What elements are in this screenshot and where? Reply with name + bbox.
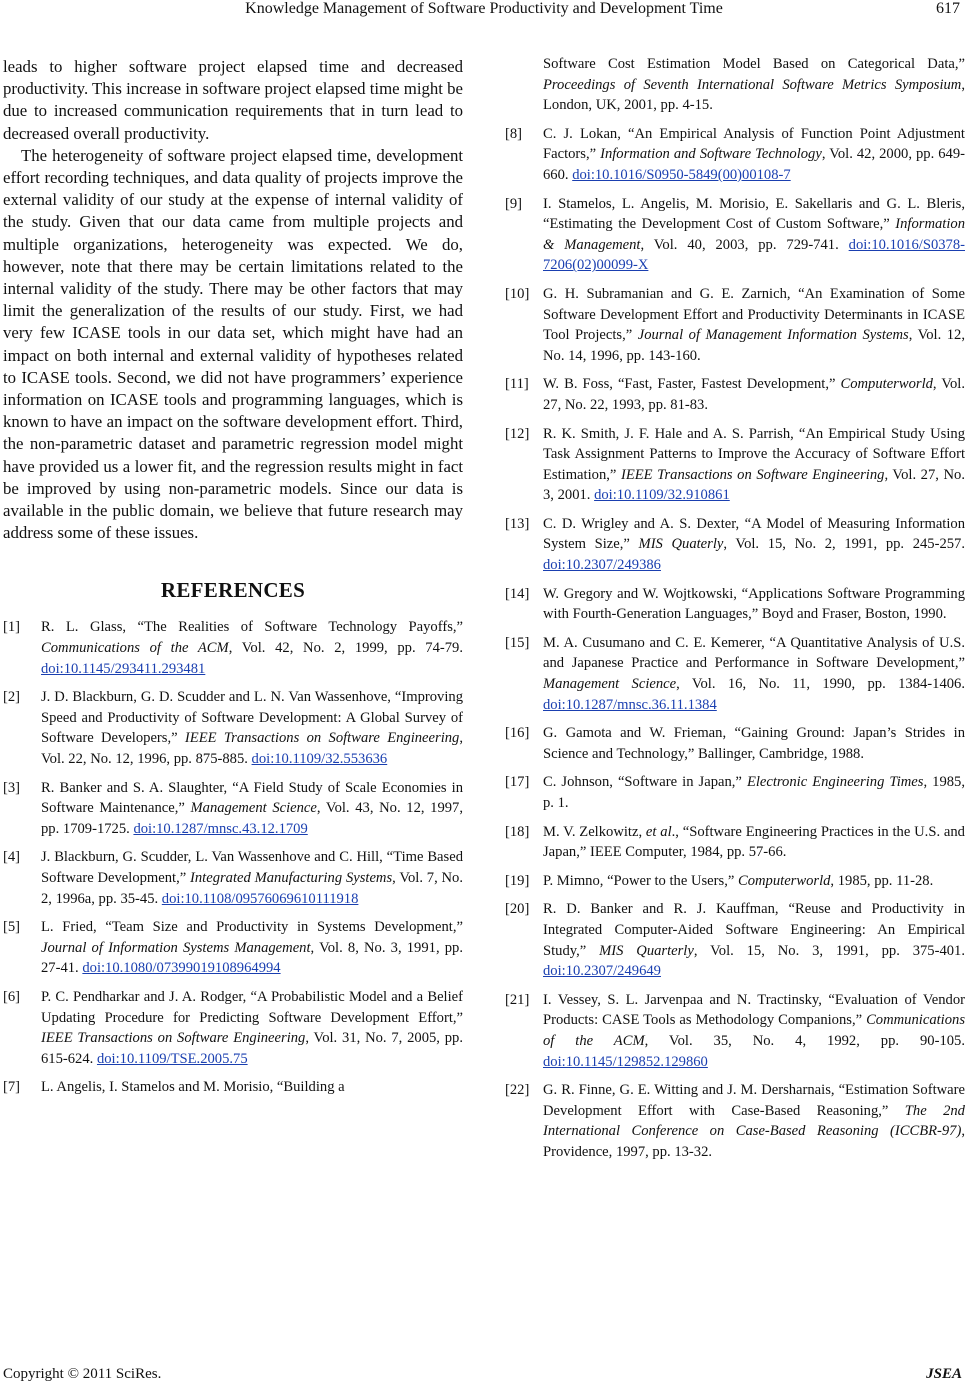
reference-number: [6] <box>3 988 21 1005</box>
reference-venue: Computerworld <box>737 872 831 889</box>
doi-link[interactable]: doi:10.1016/S0950-5849(00)00108-7 <box>572 166 791 183</box>
reference-text: I. Vessey, S. L. Jarvenpaa and N. Tractinsky, “Evaluation of Vendor Products: CASE Tools as Methodology Companions,” Communications of the ACM, Vol. 35, No. 4, 1992, pp. 90-105. doi:10.1145/129852.129860 <box>543 991 965 1070</box>
copyright-notice: Copyright © 2011 SciRes. <box>3 1366 162 1382</box>
reference-text: W. B. Foss, “Fast, Faster, Fastest Development,” Computerworld, Vol. 27, No. 22, 1993, pp. 81-83. <box>543 376 965 413</box>
reference-text: R. Banker and S. A. Slaughter, “A Field Study of Scale Economies in Software Maintenance,” Management Science, Vol. 43, No. 12, 1997, pp. 1709-1725. doi:10.1287/mnsc.43.12.1709 <box>41 779 463 837</box>
doi-link[interactable]: doi:10.2307/249649 <box>543 963 661 980</box>
reference-item <box>505 514 965 576</box>
reference-item <box>505 871 965 892</box>
journal-abbreviation: JSEA <box>926 1366 962 1382</box>
reference-venue: MIS Quarterly <box>599 942 694 959</box>
reference-number: [12] <box>505 425 530 442</box>
reference-item <box>505 1080 965 1162</box>
body-paragraph: leads to higher software project elapsed time and decreased productivity. This increase in software project elapsed time might be due to increased communication requirements that in turn lead to decreased overall productivity. <box>3 57 463 143</box>
reference-item <box>505 822 965 863</box>
reference-number: [20] <box>505 901 530 918</box>
reference-number: [14] <box>505 585 530 602</box>
reference-text: P. Mimno, “Power to the Users,” Computerworld, 1985, pp. 11-28. <box>543 872 934 889</box>
reference-venue: Computerworld <box>840 376 933 393</box>
reference-text: L. Angelis, I. Stamelos and M. Morisio, “Building a <box>41 1079 345 1096</box>
reference-number: [13] <box>505 515 530 532</box>
reference-number: [2] <box>3 689 21 706</box>
reference-item <box>505 723 965 764</box>
doi-link[interactable]: doi:10.1016/S0378-7206(02)00099-X <box>543 236 965 274</box>
reference-number: [21] <box>505 991 530 1008</box>
reference-venue: Communications of the ACM <box>543 1012 965 1049</box>
reference-item <box>505 772 965 813</box>
reference-number: [9] <box>505 195 523 212</box>
reference-text: R. K. Smith, J. F. Hale and A. S. Parrish, “An Empirical Study Using Task Assignment Patterns to Improve the Accuracy of Software Effort Estimation,” IEEE Transactions on Software Engineering, Vol. 27, No. 3, 2001. doi:10.1109/32.910861 <box>543 425 966 504</box>
reference-text: R. L. Glass, “The Realities of Software Technology Payoffs,” Communications of the ACM, Vol. 42, No. 2, 1999, pp. 74-79. doi:10.1145/293411.293481 <box>41 619 463 677</box>
reference-number: [8] <box>505 125 523 142</box>
reference-text: G. H. Subramanian and G. E. Zarnich, “An Examination of Some Software Development Effort and Productivity Determinants in ICASE Tool Projects,” Journal of Management Information Systems, Vol. 12, No. 14, 1996, pp. 143-160. <box>543 285 966 364</box>
reference-venue: IEEE Transactions on Software Engineering <box>620 466 885 483</box>
reference-venue: Management Science <box>190 800 317 817</box>
reference-number: [3] <box>3 779 21 796</box>
reference-number: [5] <box>3 919 21 936</box>
references-list-right <box>505 124 965 1163</box>
reference-text: C. D. Wrigley and A. S. Dexter, “A Model of Measuring Information System Size,” MIS Quaterly, Vol. 15, No. 2, 1991, pp. 245-257. doi:10.2307/249386 <box>543 515 965 574</box>
reference-number: [19] <box>505 872 530 889</box>
reference-text: J. Blackburn, G. Scudder, L. Van Wassenhove and C. Hill, “Time Based Software Development,” Integrated Manufacturing Systems, Vol. 7, No. 2, 1996a, pp. 35-45. doi:10.1108/09576069610111918 <box>41 849 463 907</box>
doi-link[interactable]: doi:10.1145/129852.129860 <box>543 1053 708 1070</box>
doi-link[interactable]: doi:10.1109/32.910861 <box>594 487 730 504</box>
reference-text: M. A. Cusumano and C. E. Kemerer, “A Quantitative Analysis of U.S. and Japanese Practice and Performance in Software Development,” Management Science, Vol. 16, No. 11, 1990, pp. 1384-1406. doi:10.1287/mnsc.36.11.1384 <box>543 634 965 713</box>
body-paragraph: The heterogeneity of software project elapsed time, development effort recording techniques, and data quality of projects improve the external validity of our study at the expense of internal validity of the study. Given that our data came from multiple projects and multiple organizations, heterogeneity was expected. We do, however, note that there may be certain limitations related to the internal validity of the study. There may be other factors that may limit the generalization of the results of our study. First, we had very few ICASE tools in our data set, which might have had an impact on both internal and external validity of hypotheses related to ICASE tools. Second, we did not have programmers’ experience information on ICASE tools and programming languages, which is known to have an impact on the software development effort. Third, the non-parametric dataset and parametric regression model might have provided us a lower fit, and the regression results might in fact be improved by using non-parametric models. Since our data is available in the public domain, we believe that future research may address some of these issues. <box>3 145 463 543</box>
reference-item <box>505 424 965 506</box>
reference-item <box>3 917 463 979</box>
reference-text: P. C. Pendharkar and J. A. Rodger, “A Probabilistic Model and a Belief Updating Procedure for Predicting Software Development Effort,” IEEE Transactions on Software Engineering, Vol. 31, No. 7, 2005, pp. 615-624. doi:10.1109/TSE.2005.75 <box>41 988 464 1067</box>
reference-item <box>3 987 463 1069</box>
reference-text: C. J. Lokan, “An Empirical Analysis of Function Point Adjustment Factors,” Information and Software Technology, Vol. 42, 2000, pp. 649-660. doi:10.1016/S0950-5849(00)00108-7 <box>543 125 965 183</box>
reference-number: [4] <box>3 849 21 866</box>
reference-venue: Information and Software Technology <box>600 146 822 163</box>
reference-venue: The 2nd International Conference on Case-Based Reasoning (ICCBR-97) <box>543 1102 965 1140</box>
reference-number: [22] <box>505 1082 530 1099</box>
reference-continuation: Software Cost Estimation Model Based on Categorical Data,” Proceedings of Seventh International Software Metrics Symposium, London, UK, 2001, pp. 4-15. <box>543 56 965 114</box>
references-heading: REFERENCES <box>160 578 306 603</box>
reference-venue: Management Science <box>543 676 677 693</box>
doi-link[interactable]: doi:10.1109/32.553636 <box>251 751 388 768</box>
reference-text: C. Johnson, “Software in Japan,” Electronic Engineering Times, 1985, p. 1. <box>543 774 965 811</box>
doi-link[interactable]: doi:10.1109/TSE.2005.75 <box>96 1050 248 1067</box>
reference-venue: Proceedings of Seventh International Software Metrics Symposium <box>543 76 962 93</box>
reference-text: L. Fried, “Team Size and Productivity in Systems Development,” Journal of Information Systems Management, Vol. 8, No. 3, 1991, pp. 27-41. doi:10.1080/07399019108964994 <box>41 919 464 977</box>
reference-item <box>505 633 965 715</box>
reference-venue: et al <box>645 823 672 840</box>
reference-item <box>505 124 965 186</box>
doi-link[interactable]: doi:10.1287/mnsc.36.11.1384 <box>543 696 717 713</box>
reference-item <box>3 778 463 840</box>
reference-venue: Integrated Manufacturing Systems <box>190 870 393 886</box>
right-column <box>505 54 965 1171</box>
reference-text: J. D. Blackburn, G. D. Scudder and L. N. Van Wassenhove, “Improving Speed and Productivity of Software Development: A Global Survey of Software Developers,” IEEE Transactions on Software Engineering, Vol. 22, No. 12, 1996, pp. 875-885. doi:10.1109/32.553636 <box>41 689 463 768</box>
reference-venue: Journal of Management Information Systems <box>637 327 909 344</box>
reference-text: W. Gregory and W. Wojtkowski, “Applications Software Programming with Fourth-Generation Languages,” Boyd and Fraser, Boston, 1990. <box>543 585 965 623</box>
reference-item <box>3 847 463 909</box>
doi-link[interactable]: doi:10.1287/mnsc.43.12.1709 <box>133 820 308 837</box>
reference-number: [18] <box>505 823 530 840</box>
reference-item <box>3 687 463 769</box>
reference-item <box>3 1077 463 1098</box>
reference-item <box>505 584 965 625</box>
page-footer <box>0 1366 968 1386</box>
reference-text: R. D. Banker and R. J. Kauffman, “Reuse and Productivity in Integrated Computer-Aided Software Engineering: An Empirical Study,” MIS Quarterly, Vol. 15, No. 3, 1991, pp. 375-401. doi:10.2307/249649 <box>543 901 965 980</box>
reference-item <box>3 617 463 679</box>
reference-venue: Journal of Information Systems Management <box>41 939 311 956</box>
reference-number: [17] <box>505 774 530 791</box>
reference-item <box>505 284 965 366</box>
reference-item <box>505 374 965 415</box>
doi-link[interactable]: doi:10.1145/293411.293481 <box>41 660 206 677</box>
reference-number: [15] <box>505 634 530 651</box>
reference-number: [16] <box>505 725 530 742</box>
reference-venue: Information & Management <box>543 216 965 253</box>
reference-venue: Communications of the ACM <box>41 640 229 657</box>
doi-link[interactable]: doi:10.1080/07399019108964994 <box>82 960 281 977</box>
doi-link[interactable]: doi:10.2307/249386 <box>543 557 661 574</box>
reference-item <box>505 194 965 276</box>
reference-venue: Electronic Engineering Times <box>746 774 924 791</box>
page-number: 617 <box>936 0 960 17</box>
reference-text: G. R. Finne, G. E. Witting and J. M. Dersharnais, “Estimation Software Development Effort with Case-Based Reasoning,” The 2nd International Conference on Case-Based Reasoning (ICCBR-97), Providence, 1997, pp. 13-32. <box>543 1082 965 1160</box>
reference-number: [7] <box>3 1079 21 1096</box>
reference-item <box>505 990 965 1072</box>
reference-item <box>505 899 965 981</box>
running-header <box>0 0 968 22</box>
reference-text: I. Stamelos, L. Angelis, M. Morisio, E. Sakellaris and G. L. Bleris, “Estimating the Development Cost of Custom Software,” Information & Management, Vol. 40, 2003, pp. 729-741. doi:10.1016/S0378-7206(02)00099-X <box>543 195 965 274</box>
reference-number: [10] <box>505 285 530 302</box>
reference-venue: MIS Quaterly <box>638 536 724 553</box>
running-title: Knowledge Management of Software Productivity and Development Time <box>245 0 723 17</box>
doi-link[interactable]: doi:10.1108/09576069610111918 <box>161 890 359 907</box>
reference-text: G. Gamota and W. Frieman, “Gaining Ground: Japan’s Strides in Science and Technology,” Ballinger, Cambridge, 1988. <box>543 725 965 762</box>
references-list-left <box>3 617 463 1097</box>
reference-number: [11] <box>505 376 529 393</box>
reference-number: [1] <box>3 619 21 636</box>
reference-text: M. V. Zelkowitz, et al., “Software Engineering Practices in the U.S. and Japan,” IEEE Computer, 1984, pp. 57-66. <box>543 823 965 861</box>
reference-venue: IEEE Transactions on Software Engineering <box>184 730 460 747</box>
reference-venue: IEEE Transactions on Software Engineering <box>41 1030 306 1047</box>
left-column <box>3 56 463 1106</box>
